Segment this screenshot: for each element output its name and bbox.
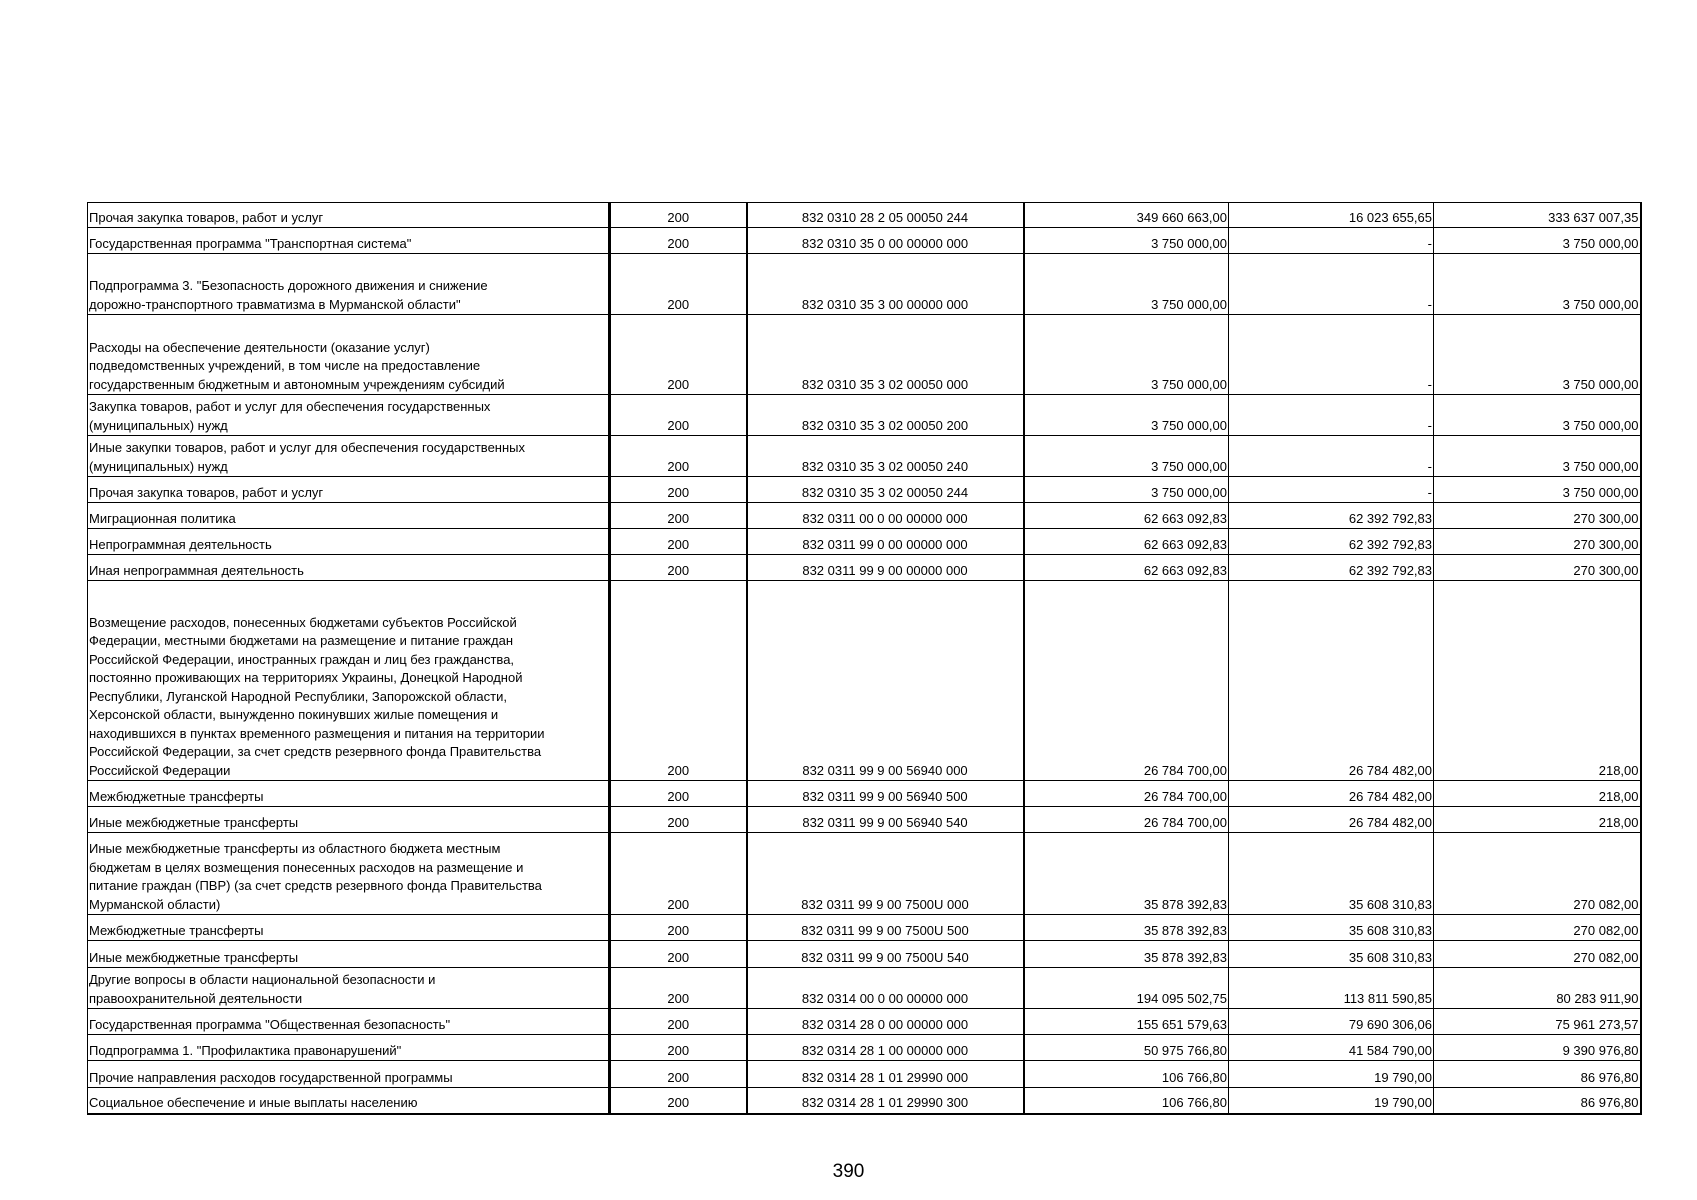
row-approved-amount: 62 663 092,83 [1024, 555, 1229, 581]
row-executed-amount: - [1229, 315, 1434, 395]
row-line-code: 200 [610, 1061, 747, 1088]
table-body [88, 203, 1641, 1114]
row-name: Межбюджетные трансферты [88, 781, 610, 807]
row-remaining-amount: 3 750 000,00 [1434, 477, 1641, 503]
row-name: Прочая закупка товаров, работ и услуг [88, 477, 610, 503]
row-remaining-amount: 270 082,00 [1434, 833, 1641, 915]
row-remaining-amount: 3 750 000,00 [1434, 315, 1641, 395]
budget-execution-table [87, 202, 1642, 1115]
row-remaining-amount: 86 976,80 [1434, 1061, 1641, 1088]
row-line-code: 200 [610, 1088, 747, 1114]
row-name: Расходы на обеспечение деятельности (оказание услуг) подведомственных учреждений, в том числе на предоставление государственным бюджетным и автономным учреждениям субсидий [88, 315, 610, 395]
row-executed-amount: 62 392 792,83 [1229, 555, 1434, 581]
table-row [88, 833, 1641, 915]
row-remaining-amount: 333 637 007,35 [1434, 203, 1641, 228]
row-remaining-amount: 270 082,00 [1434, 941, 1641, 968]
row-remaining-amount: 270 300,00 [1434, 529, 1641, 555]
row-executed-amount: 26 784 482,00 [1229, 781, 1434, 807]
row-line-code: 200 [610, 254, 747, 315]
row-executed-amount: - [1229, 228, 1434, 254]
table-row [88, 581, 1641, 781]
row-budget-code: 832 0310 35 3 02 00050 240 [747, 436, 1024, 477]
row-budget-code: 832 0311 99 0 00 00000 000 [747, 529, 1024, 555]
row-approved-amount: 194 095 502,75 [1024, 968, 1229, 1009]
row-executed-amount: 35 608 310,83 [1229, 915, 1434, 941]
row-remaining-amount: 218,00 [1434, 807, 1641, 833]
row-approved-amount: 35 878 392,83 [1024, 833, 1229, 915]
row-executed-amount: 113 811 590,85 [1229, 968, 1434, 1009]
row-remaining-amount: 270 082,00 [1434, 915, 1641, 941]
row-name: Возмещение расходов, понесенных бюджетами субъектов Российской Федерации, местными бюджетами на размещение и питание граждан Российской Федерации, иностранных граждан и лиц без гражданства, постоянно проживающих на территориях Украины, Донецкой Народной Республики, Луганской Народной Республики, Запорожской области, Херсонской области, вынужденно покинувших жилые помещения и находившихся в пунктах временного размещения и питания на территории Российской Федерации, за счет средств резервного фонда Правительства Российской Федерации [88, 581, 610, 781]
row-remaining-amount: 3 750 000,00 [1434, 436, 1641, 477]
row-name: Государственная программа "Транспортная система" [88, 228, 610, 254]
row-remaining-amount: 86 976,80 [1434, 1088, 1641, 1114]
row-line-code: 200 [610, 941, 747, 968]
row-approved-amount: 3 750 000,00 [1024, 395, 1229, 436]
row-line-code: 200 [610, 436, 747, 477]
row-approved-amount: 62 663 092,83 [1024, 529, 1229, 555]
row-line-code: 200 [610, 807, 747, 833]
row-name: Социальное обеспечение и иные выплаты населению [88, 1088, 610, 1114]
row-line-code: 200 [610, 395, 747, 436]
row-executed-amount: 35 608 310,83 [1229, 833, 1434, 915]
row-budget-code: 832 0314 00 0 00 00000 000 [747, 968, 1024, 1009]
row-line-code: 200 [610, 968, 747, 1009]
row-budget-code: 832 0310 35 3 00 00000 000 [747, 254, 1024, 315]
row-executed-amount: - [1229, 436, 1434, 477]
row-line-code: 200 [610, 228, 747, 254]
row-name: Подпрограмма 1. "Профилактика правонарушений" [88, 1035, 610, 1061]
page-number: 390 [832, 1161, 865, 1182]
table-row [88, 436, 1641, 477]
row-approved-amount: 106 766,80 [1024, 1088, 1229, 1114]
row-budget-code: 832 0314 28 1 01 29990 300 [747, 1088, 1024, 1114]
row-name: Государственная программа "Общественная безопасность" [88, 1009, 610, 1035]
row-remaining-amount: 270 300,00 [1434, 555, 1641, 581]
row-executed-amount: 16 023 655,65 [1229, 203, 1434, 228]
table-row [88, 395, 1641, 436]
row-budget-code: 832 0311 99 9 00 56940 500 [747, 781, 1024, 807]
row-line-code: 200 [610, 529, 747, 555]
table-row [88, 228, 1641, 254]
row-remaining-amount: 75 961 273,57 [1434, 1009, 1641, 1035]
row-line-code: 200 [610, 555, 747, 581]
row-approved-amount: 106 766,80 [1024, 1061, 1229, 1088]
row-approved-amount: 155 651 579,63 [1024, 1009, 1229, 1035]
row-line-code: 200 [610, 503, 747, 529]
row-executed-amount: 35 608 310,83 [1229, 941, 1434, 968]
row-line-code: 200 [610, 833, 747, 915]
row-budget-code: 832 0310 35 0 00 00000 000 [747, 228, 1024, 254]
row-name: Прочая закупка товаров, работ и услуг [88, 203, 610, 228]
row-approved-amount: 35 878 392,83 [1024, 915, 1229, 941]
row-budget-code: 832 0310 35 3 02 00050 000 [747, 315, 1024, 395]
row-line-code: 200 [610, 581, 747, 781]
row-remaining-amount: 218,00 [1434, 781, 1641, 807]
row-remaining-amount: 3 750 000,00 [1434, 228, 1641, 254]
row-name: Межбюджетные трансферты [88, 915, 610, 941]
row-name: Иная непрограммная деятельность [88, 555, 610, 581]
table-row [88, 555, 1641, 581]
table-row [88, 477, 1641, 503]
row-line-code: 200 [610, 1009, 747, 1035]
row-budget-code: 832 0310 35 3 02 00050 200 [747, 395, 1024, 436]
row-executed-amount: 62 392 792,83 [1229, 529, 1434, 555]
row-remaining-amount: 9 390 976,80 [1434, 1035, 1641, 1061]
table-row [88, 503, 1641, 529]
row-executed-amount: - [1229, 254, 1434, 315]
row-budget-code: 832 0314 28 1 01 29990 000 [747, 1061, 1024, 1088]
table-row [88, 254, 1641, 315]
row-approved-amount: 50 975 766,80 [1024, 1035, 1229, 1061]
row-line-code: 200 [610, 315, 747, 395]
row-executed-amount: - [1229, 395, 1434, 436]
row-approved-amount: 26 784 700,00 [1024, 781, 1229, 807]
row-executed-amount: 26 784 482,00 [1229, 807, 1434, 833]
table-row [88, 315, 1641, 395]
row-remaining-amount: 80 283 911,90 [1434, 968, 1641, 1009]
row-name: Прочие направления расходов государственной программы [88, 1061, 610, 1088]
row-name: Иные межбюджетные трансферты [88, 941, 610, 968]
row-approved-amount: 3 750 000,00 [1024, 254, 1229, 315]
row-approved-amount: 62 663 092,83 [1024, 503, 1229, 529]
row-budget-code: 832 0311 99 9 00 7500U 500 [747, 915, 1024, 941]
table-row [88, 1061, 1641, 1088]
row-approved-amount: 3 750 000,00 [1024, 228, 1229, 254]
row-line-code: 200 [610, 203, 747, 228]
row-budget-code: 832 0311 99 9 00 7500U 000 [747, 833, 1024, 915]
row-budget-code: 832 0311 99 9 00 00000 000 [747, 555, 1024, 581]
table-row [88, 968, 1641, 1009]
table-row [88, 529, 1641, 555]
row-executed-amount: 19 790,00 [1229, 1061, 1434, 1088]
table-row [88, 807, 1641, 833]
row-remaining-amount: 3 750 000,00 [1434, 395, 1641, 436]
table-row [88, 1088, 1641, 1114]
row-budget-code: 832 0310 28 2 05 00050 244 [747, 203, 1024, 228]
row-budget-code: 832 0311 99 9 00 56940 000 [747, 581, 1024, 781]
row-executed-amount: - [1229, 477, 1434, 503]
row-executed-amount: 62 392 792,83 [1229, 503, 1434, 529]
row-approved-amount: 3 750 000,00 [1024, 436, 1229, 477]
row-budget-code: 832 0314 28 1 00 00000 000 [747, 1035, 1024, 1061]
row-budget-code: 832 0311 99 9 00 7500U 540 [747, 941, 1024, 968]
row-name: Подпрограмма 3. "Безопасность дорожного движения и снижение дорожно-транспортного травматизма в Мурманской области" [88, 254, 610, 315]
row-name: Иные межбюджетные трансферты из областного бюджета местным бюджетам в целях возмещения понесенных расходов на размещение и питание граждан (ПВР) (за счет средств резервного фонда Правительства Мурманской области) [88, 833, 610, 915]
table-row [88, 781, 1641, 807]
row-name: Иные межбюджетные трансферты [88, 807, 610, 833]
row-name: Непрограммная деятельность [88, 529, 610, 555]
row-remaining-amount: 270 300,00 [1434, 503, 1641, 529]
row-approved-amount: 349 660 663,00 [1024, 203, 1229, 228]
table-row [88, 1009, 1641, 1035]
row-remaining-amount: 218,00 [1434, 581, 1641, 781]
row-line-code: 200 [610, 915, 747, 941]
row-budget-code: 832 0310 35 3 02 00050 244 [747, 477, 1024, 503]
row-approved-amount: 35 878 392,83 [1024, 941, 1229, 968]
row-line-code: 200 [610, 1035, 747, 1061]
row-line-code: 200 [610, 781, 747, 807]
row-executed-amount: 26 784 482,00 [1229, 581, 1434, 781]
row-executed-amount: 19 790,00 [1229, 1088, 1434, 1114]
row-executed-amount: 79 690 306,06 [1229, 1009, 1434, 1035]
row-approved-amount: 3 750 000,00 [1024, 315, 1229, 395]
row-budget-code: 832 0311 99 9 00 56940 540 [747, 807, 1024, 833]
table-row [88, 1035, 1641, 1061]
row-approved-amount: 26 784 700,00 [1024, 807, 1229, 833]
table-row [88, 915, 1641, 941]
row-name: Миграционная политика [88, 503, 610, 529]
row-approved-amount: 3 750 000,00 [1024, 477, 1229, 503]
row-budget-code: 832 0311 00 0 00 00000 000 [747, 503, 1024, 529]
row-line-code: 200 [610, 477, 747, 503]
row-remaining-amount: 3 750 000,00 [1434, 254, 1641, 315]
row-name: Закупка товаров, работ и услуг для обеспечения государственных (муниципальных) нужд [88, 395, 610, 436]
row-executed-amount: 41 584 790,00 [1229, 1035, 1434, 1061]
row-name: Иные закупки товаров, работ и услуг для обеспечения государственных (муниципальных) нужд [88, 436, 610, 477]
table-row [88, 203, 1641, 228]
row-name: Другие вопросы в области национальной безопасности и правоохранительной деятельности [88, 968, 610, 1009]
row-budget-code: 832 0314 28 0 00 00000 000 [747, 1009, 1024, 1035]
row-approved-amount: 26 784 700,00 [1024, 581, 1229, 781]
table-row [88, 941, 1641, 968]
